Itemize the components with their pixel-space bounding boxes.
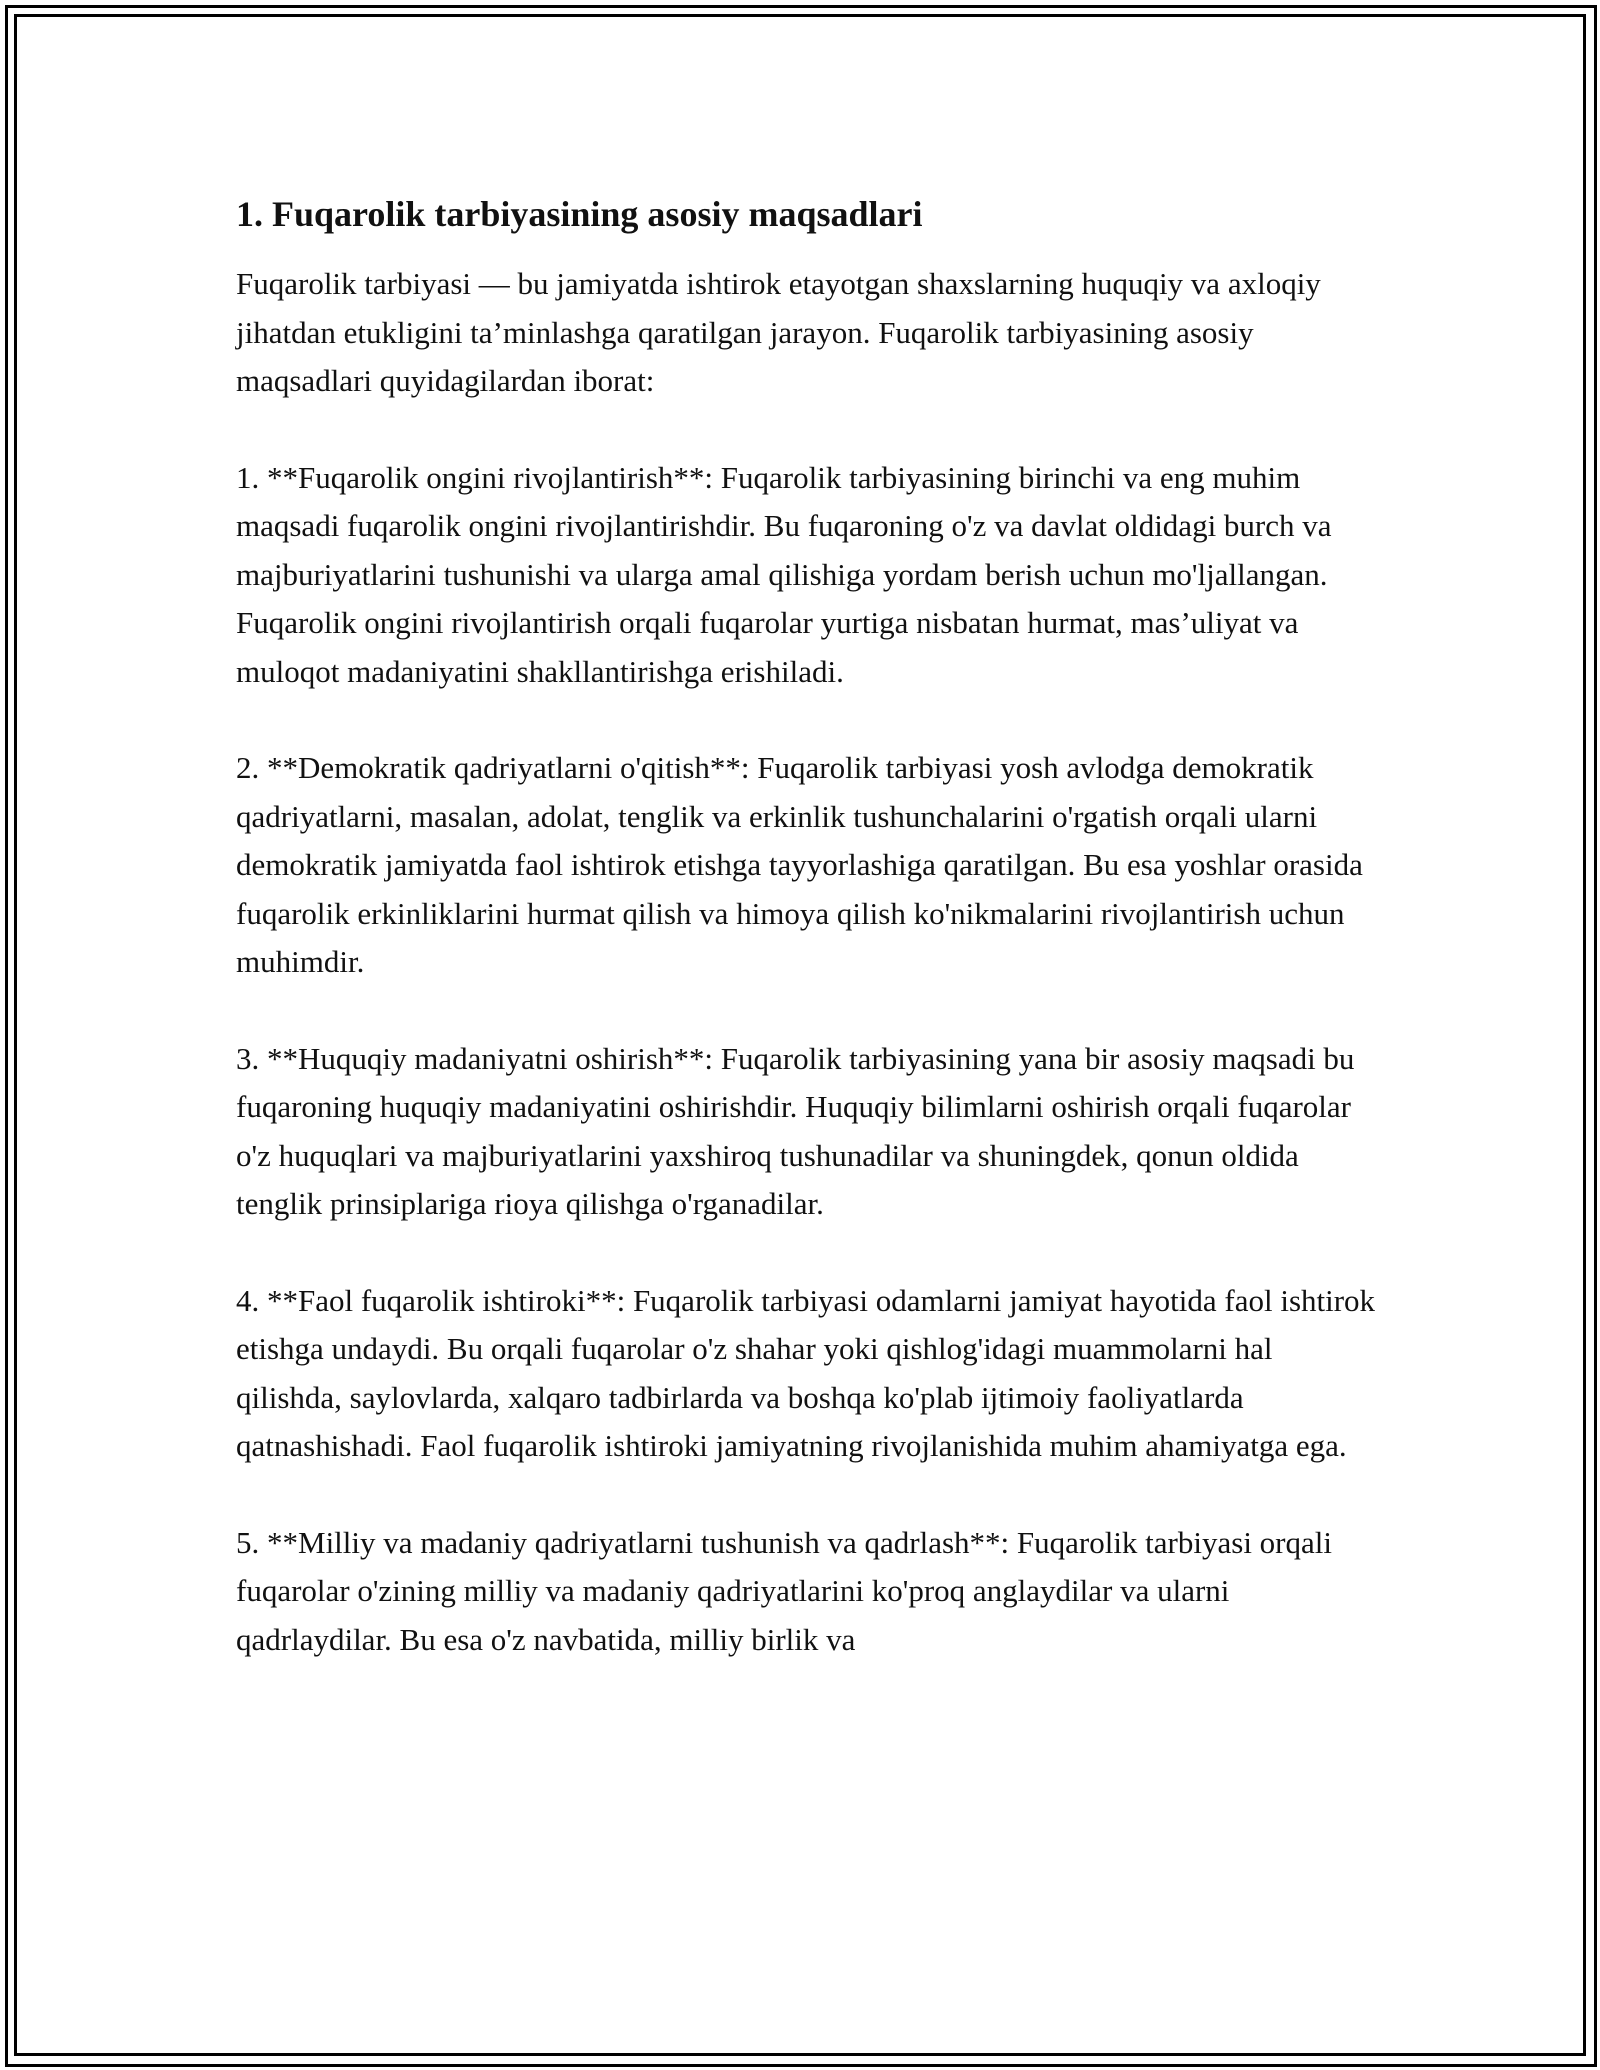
list-item-paragraph: 1. **Fuqarolik ongini rivojlantirish**: Fuqarolik tarbiyasining birinchi va eng muhim maqsadi fuqarolik ongini rivojlantirishdir. Bu fuqaroning o'z va davlat oldidagi burch va majburiyatlarini tushunishi va ularga amal qilishiga yordam berish uchun mo'ljallangan. Fuqarolik ongini rivojlantirish orqali fuqarolar yurtiga nisbatan hurmat, mas’uliyat va muloqot madaniyatini shakllantirishga erishiladi. <box>236 459 1332 689</box>
document-body <box>236 190 1386 1712</box>
list-item-paragraph: 2. **Demokratik qadriyatlarni o'qitish**: Fuqarolik tarbiyasi yosh avlodga demokratik qadriyatlarni, masalan, adolat, tenglik va erkinlik tushunchalarini o'rgatish orqali ularni demokratik jamiyatda faol ishtirok etishga tayyorlashiga qaratilgan. Bu esa yoshlar orasida fuqarolik erkinliklarini hurmat qilish va himoya qilish ko'nikmalarini rivojlantirish uchun muhimdir. <box>236 750 1363 979</box>
intro-paragraph: Fuqarolik tarbiyasi — bu jamiyatda ishtirok etayotgan shaxslarning huquqiy va axloqiy jihatdan etukligini ta’minlashga qaratilgan jarayon. Fuqarolik tarbiyasining asosiy maqsadlari quyidagilardan iborat: <box>236 266 1321 398</box>
list-item-paragraph: 5. **Milliy va madaniy qadriyatlarni tushunish va qadrlash**: Fuqarolik tarbiyasi orqali fuqarolar o'zining milliy va madaniy qadriyatlarini ko'proq anglaydilar va ularni qadrlaydilar. Bu esa o'z navbatida, milliy birlik va <box>236 1524 1332 1657</box>
list-item-paragraph: 4. **Faol fuqarolik ishtiroki**: Fuqarolik tarbiyasi odamlarni jamiyat hayotida faol ishtirok etishga undaydi. Bu orqali fuqarolar o'z shahar yoki qishlog'idagi muammolarni hal qilishda, saylovlarda, xalqaro tadbirlarda va boshqa ko'plab ijtimoiy faoliyatlarda qatnashishadi. Faol fuqarolik ishtiroki jamiyatning rivojlanishida muhim ahamiyatga ega. <box>236 1282 1376 1463</box>
document-heading: 1. Fuqarolik tarbiyasining asosiy maqsadlari <box>236 194 923 234</box>
list-item-paragraph: 3. **Huquqiy madaniyatni oshirish**: Fuqarolik tarbiyasining yana bir asosiy maqsadi bu fuqaroning huquqiy madaniyatini oshirishdir. Huquqiy bilimlarni oshirish orqali fuqarolar o'z huquqlari va majburiyatlarini yaxshiroq tushunadilar va shuningdek, qonun oldida tenglik prinsiplariga rioya qilishga o'rganadilar. <box>236 1040 1355 1221</box>
